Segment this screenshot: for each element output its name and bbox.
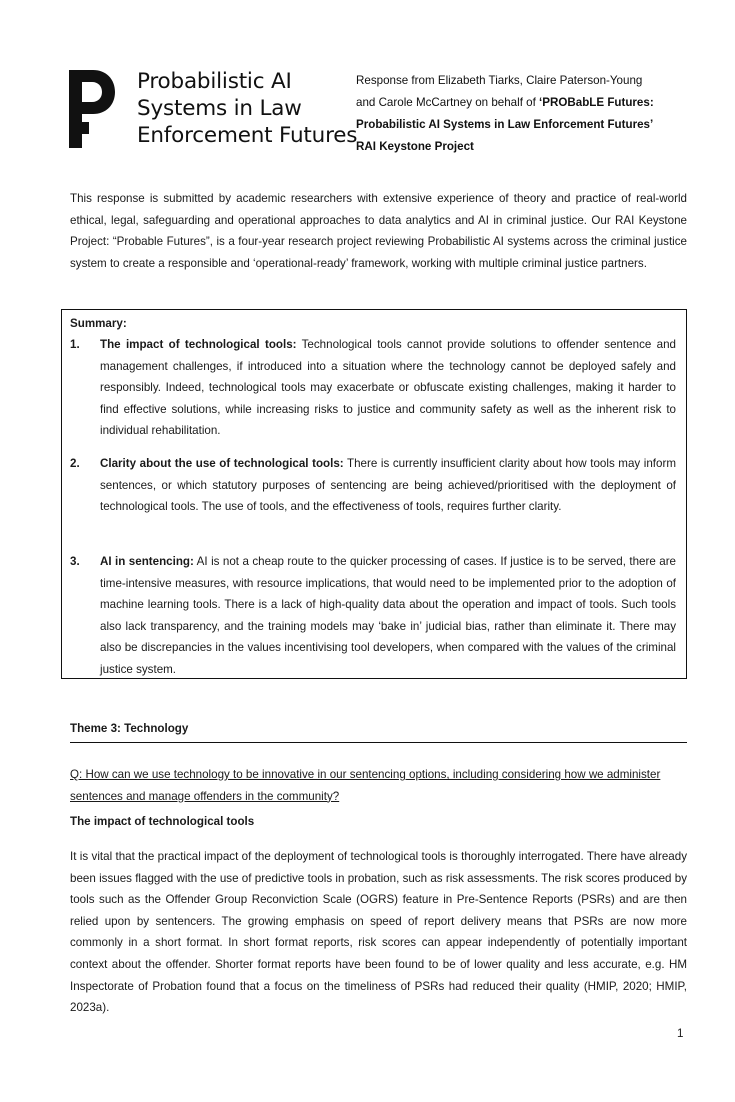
page-number: 1 [677, 1027, 684, 1040]
logo-wordmark [137, 68, 358, 149]
logo-line-1: Probabilistic AI [137, 69, 292, 94]
summary-item-1 [70, 334, 676, 442]
probable-futures-logo-icon [69, 70, 115, 148]
summary-item-2 [70, 453, 676, 518]
summary-item-number: 3. [70, 555, 80, 568]
summary-item-text: Technological tools cannot provide solutions to offender sentence and management challenges, if introduced into a situation where the technology cannot be deployed safely and responsibly. Indeed, technological tools may exacerbate or obfuscate existing challenges, making it harder to find effective solutions, while increasing risks to justice and community safety as well as the inherent risk to individual rehabilitation. [100, 338, 676, 438]
consultation-question: Q: How can we use technology to be innovative in our sentencing options, including considering how we administer sentences and manage offenders in the community? [70, 768, 661, 803]
intro-paragraph: This response is submitted by academic researchers with extensive experience of theory and practice of real-world ethical, legal, safeguarding and operational approaches to data analytics and AI in criminal justice. Our RAI Keystone Project: “Probable Futures”, is a four-year research project reviewing Probabilistic AI systems across the criminal justice system to create a responsible and ‘operational-ready’ framework, working with multiple criminal justice partners. [70, 192, 687, 270]
logo-line-3: Enforcement Futures [137, 123, 358, 148]
section-subheading: The impact of technological tools [70, 815, 255, 828]
summary-item-number: 1. [70, 338, 80, 351]
summary-item-number: 2. [70, 457, 80, 470]
summary-item-text: AI is not a cheap route to the quicker processing of cases. If justice is to be served, there are time-intensive measures, with resource implications, that would need to be implemented prior to the adoption of machine learning tools. There is a lack of high-quality data about the operation and impact of tools. Such tools also lack transparency, and the training models may ‘bake in’ judicial bias, rather than eliminate it. There may also be discrepancies in the values incentivising tool developers, when compared with the values of the criminal justice system. [100, 555, 676, 676]
response-line-3: Probabilistic AI Systems in Law Enforcement Futures’ [356, 118, 654, 131]
summary-item-heading: The impact of technological tools: [100, 338, 297, 351]
response-line-4: RAI Keystone Project [356, 140, 474, 153]
body-paragraph: It is vital that the practical impact of the deployment of technological tools is thoroughly interrogated. There have already been issues flagged with the use of predictive tools in probation, such as risk assessments. The risk scores produced by tools such as the Offender Group Reconviction Scale (OGRS) feature in Pre-Sentence Reports (PSRs) and are then relied upon by sentencers. The growing emphasis on speed of report delivery means that PSRs are now more commonly in a short format. In short format reports, risk scores can appear independently of potentially important context about the offender. Shorter format reports have been found to be of lower quality and less accurate, e.g. HM Inspectorate of Probation found that a focus on the timeliness of PSRs had reduced their quality (HMIP, 2020; HMIP, 2023a). [70, 850, 687, 1015]
summary-item-heading: AI in sentencing: [100, 555, 194, 568]
theme-heading: Theme 3: Technology [70, 722, 189, 735]
summary-item-text: There is currently insufficient clarity about how tools may inform sentences, or which statutory purposes of sentencing are being achieved/prioritised with the deployment of technological tools. The use of tools, and the effectiveness of tools, requires further clarity. [100, 457, 676, 514]
summary-title: Summary: [70, 317, 127, 330]
logo-line-2: Systems in Law [137, 96, 302, 121]
response-line-2: and Carole McCartney on behalf of ‘PROBabLE Futures: [356, 96, 654, 109]
summary-box [61, 309, 687, 679]
summary-item-heading: Clarity about the use of technological tools: [100, 457, 344, 470]
response-statement [356, 70, 691, 158]
theme-divider [70, 742, 687, 743]
response-line-1: Response from Elizabeth Tiarks, Claire Paterson-Young [356, 74, 643, 87]
summary-item-3 [70, 551, 676, 681]
